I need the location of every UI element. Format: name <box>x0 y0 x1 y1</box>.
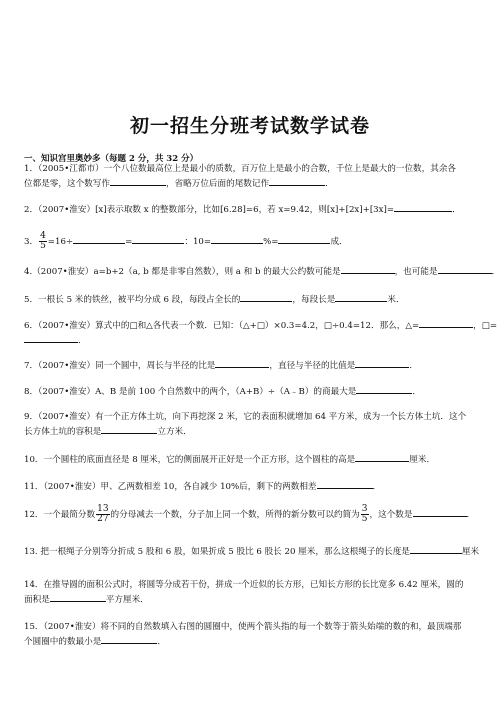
answer-blank[interactable] <box>410 544 462 554</box>
answer-blank[interactable] <box>341 264 395 274</box>
question-13: 13. 把一根绳子分别等分折成 5 股和 6 股，如果折成 5 股比 6 股长 20 厘米，那么这根绳子的长度是 厘米 <box>24 544 480 559</box>
question-7: 7．（2007•淮安）同一个圆中，周长与半径的比是 ，直径与半径的比值是 ． <box>24 358 480 373</box>
answer-blank[interactable] <box>394 202 452 212</box>
answer-blank[interactable] <box>73 234 125 244</box>
question-1 <box>24 162 480 191</box>
page-title: 初一招生分班考试数学试卷 <box>129 115 370 137</box>
section-heading: 一、知识宫里奥妙多（每题 2 分，共 32 分） <box>24 154 199 164</box>
answer-blank[interactable] <box>132 234 184 244</box>
answer-blank[interactable] <box>240 292 292 302</box>
answer-blank[interactable] <box>419 318 473 328</box>
fraction: $\frac{4}{5}$ <box>40 231 46 251</box>
question-3: 3． $\frac{4}{5}$ =16÷ = ：10= %= 成． <box>24 231 348 251</box>
answer-blank[interactable] <box>356 384 412 394</box>
answer-blank[interactable] <box>278 234 330 244</box>
answer-blank[interactable] <box>110 176 166 186</box>
question-5: 5．一根长 5 米的铁丝，被平均分成 6 段，每段占全长的 ，每段长是 米． <box>24 292 480 307</box>
answer-blank[interactable] <box>335 292 387 302</box>
question-12: 12．一个最简分数 $\frac{13}{27}$ 的分母减去一个数，分子加上同一个数，所得的新分数可以约简为 $\frac{3}{5}$ ，这个数是 ． <box>24 504 476 524</box>
q1-line2: 位都是零，这个数写作 ，省略万位后面的尾数记作 ． <box>24 176 480 191</box>
answer-blank[interactable] <box>101 634 157 644</box>
fraction: $\frac{13}{27}$ <box>97 504 109 524</box>
answer-blank[interactable] <box>215 358 269 368</box>
answer-blank[interactable] <box>355 358 409 368</box>
answer-blank[interactable] <box>24 333 78 343</box>
answer-blank[interactable] <box>438 264 492 274</box>
question-15: 15．（2007•淮安）将不同的自然数填入右图的圆圈中，使两个箭头指的每一个数等于箭头始端的数的和，最顶端那 个圆圈中的数最小是 ． <box>24 622 462 647</box>
q1-line1: 1．（2005•江都市）一个八位数最高位上是最小的质数，百万位上是最小的合数，千位上是最大的一位数，其余各 <box>24 164 457 174</box>
question-2: 2．（2007•淮安）[x]表示取数 x 的整数部分，比如[6.28]=6，若 x=9.42，则[x]+[2x]+[3x]= ． <box>24 202 480 217</box>
answer-blank[interactable] <box>413 507 467 517</box>
question-11: 11．（2007•淮安）甲、乙两数相差 10，各自减少 10%后，剩下的两数相差 ． <box>24 479 480 494</box>
question-10: 10．一个圆柱的底面直径是 8 厘米，它的侧面展开正好是一个正方形，这个圆柱的高是 厘米． <box>24 452 480 467</box>
question-9: 9．（2007•淮安）有一个正方体土坑，向下再挖深 2 米，它的表面积就增加 64 平方米，成为一个长方体土坑．这个 长方体土坑的容积是 立方米． <box>24 412 467 437</box>
answer-blank[interactable] <box>269 176 325 186</box>
answer-blank[interactable] <box>317 479 373 489</box>
question-4: 4.（2007•淮安）a=b+2（a, b 都是非零自然数），则 a 和 b 的最大公约数可能是 ，也可能是 ． <box>24 264 480 279</box>
answer-blank[interactable] <box>50 592 106 602</box>
answer-blank[interactable] <box>355 452 409 462</box>
fraction: $\frac{3}{5}$ <box>361 504 368 524</box>
question-14: 14．在推导圆的面积公式时，将圆等分成若干份，拼成一个近似的长方形，已知长方形的长比宽多 6.42 厘米，圆的 面积是 平方厘米． <box>24 580 464 605</box>
answer-blank[interactable] <box>101 424 157 434</box>
answer-blank[interactable] <box>211 234 263 244</box>
question-8: 8．（2007•淮安）A、B 是前 100 个自然数中的两个，（A+B）÷（A﹣B）的商最大是 ． <box>24 384 480 399</box>
question-6: 6．（2007•淮安）算式中的□和△各代表一个数．已知：（△+□）×0.3=4.2，□÷0.4=12．那么，△= ，□= ． <box>24 318 480 348</box>
